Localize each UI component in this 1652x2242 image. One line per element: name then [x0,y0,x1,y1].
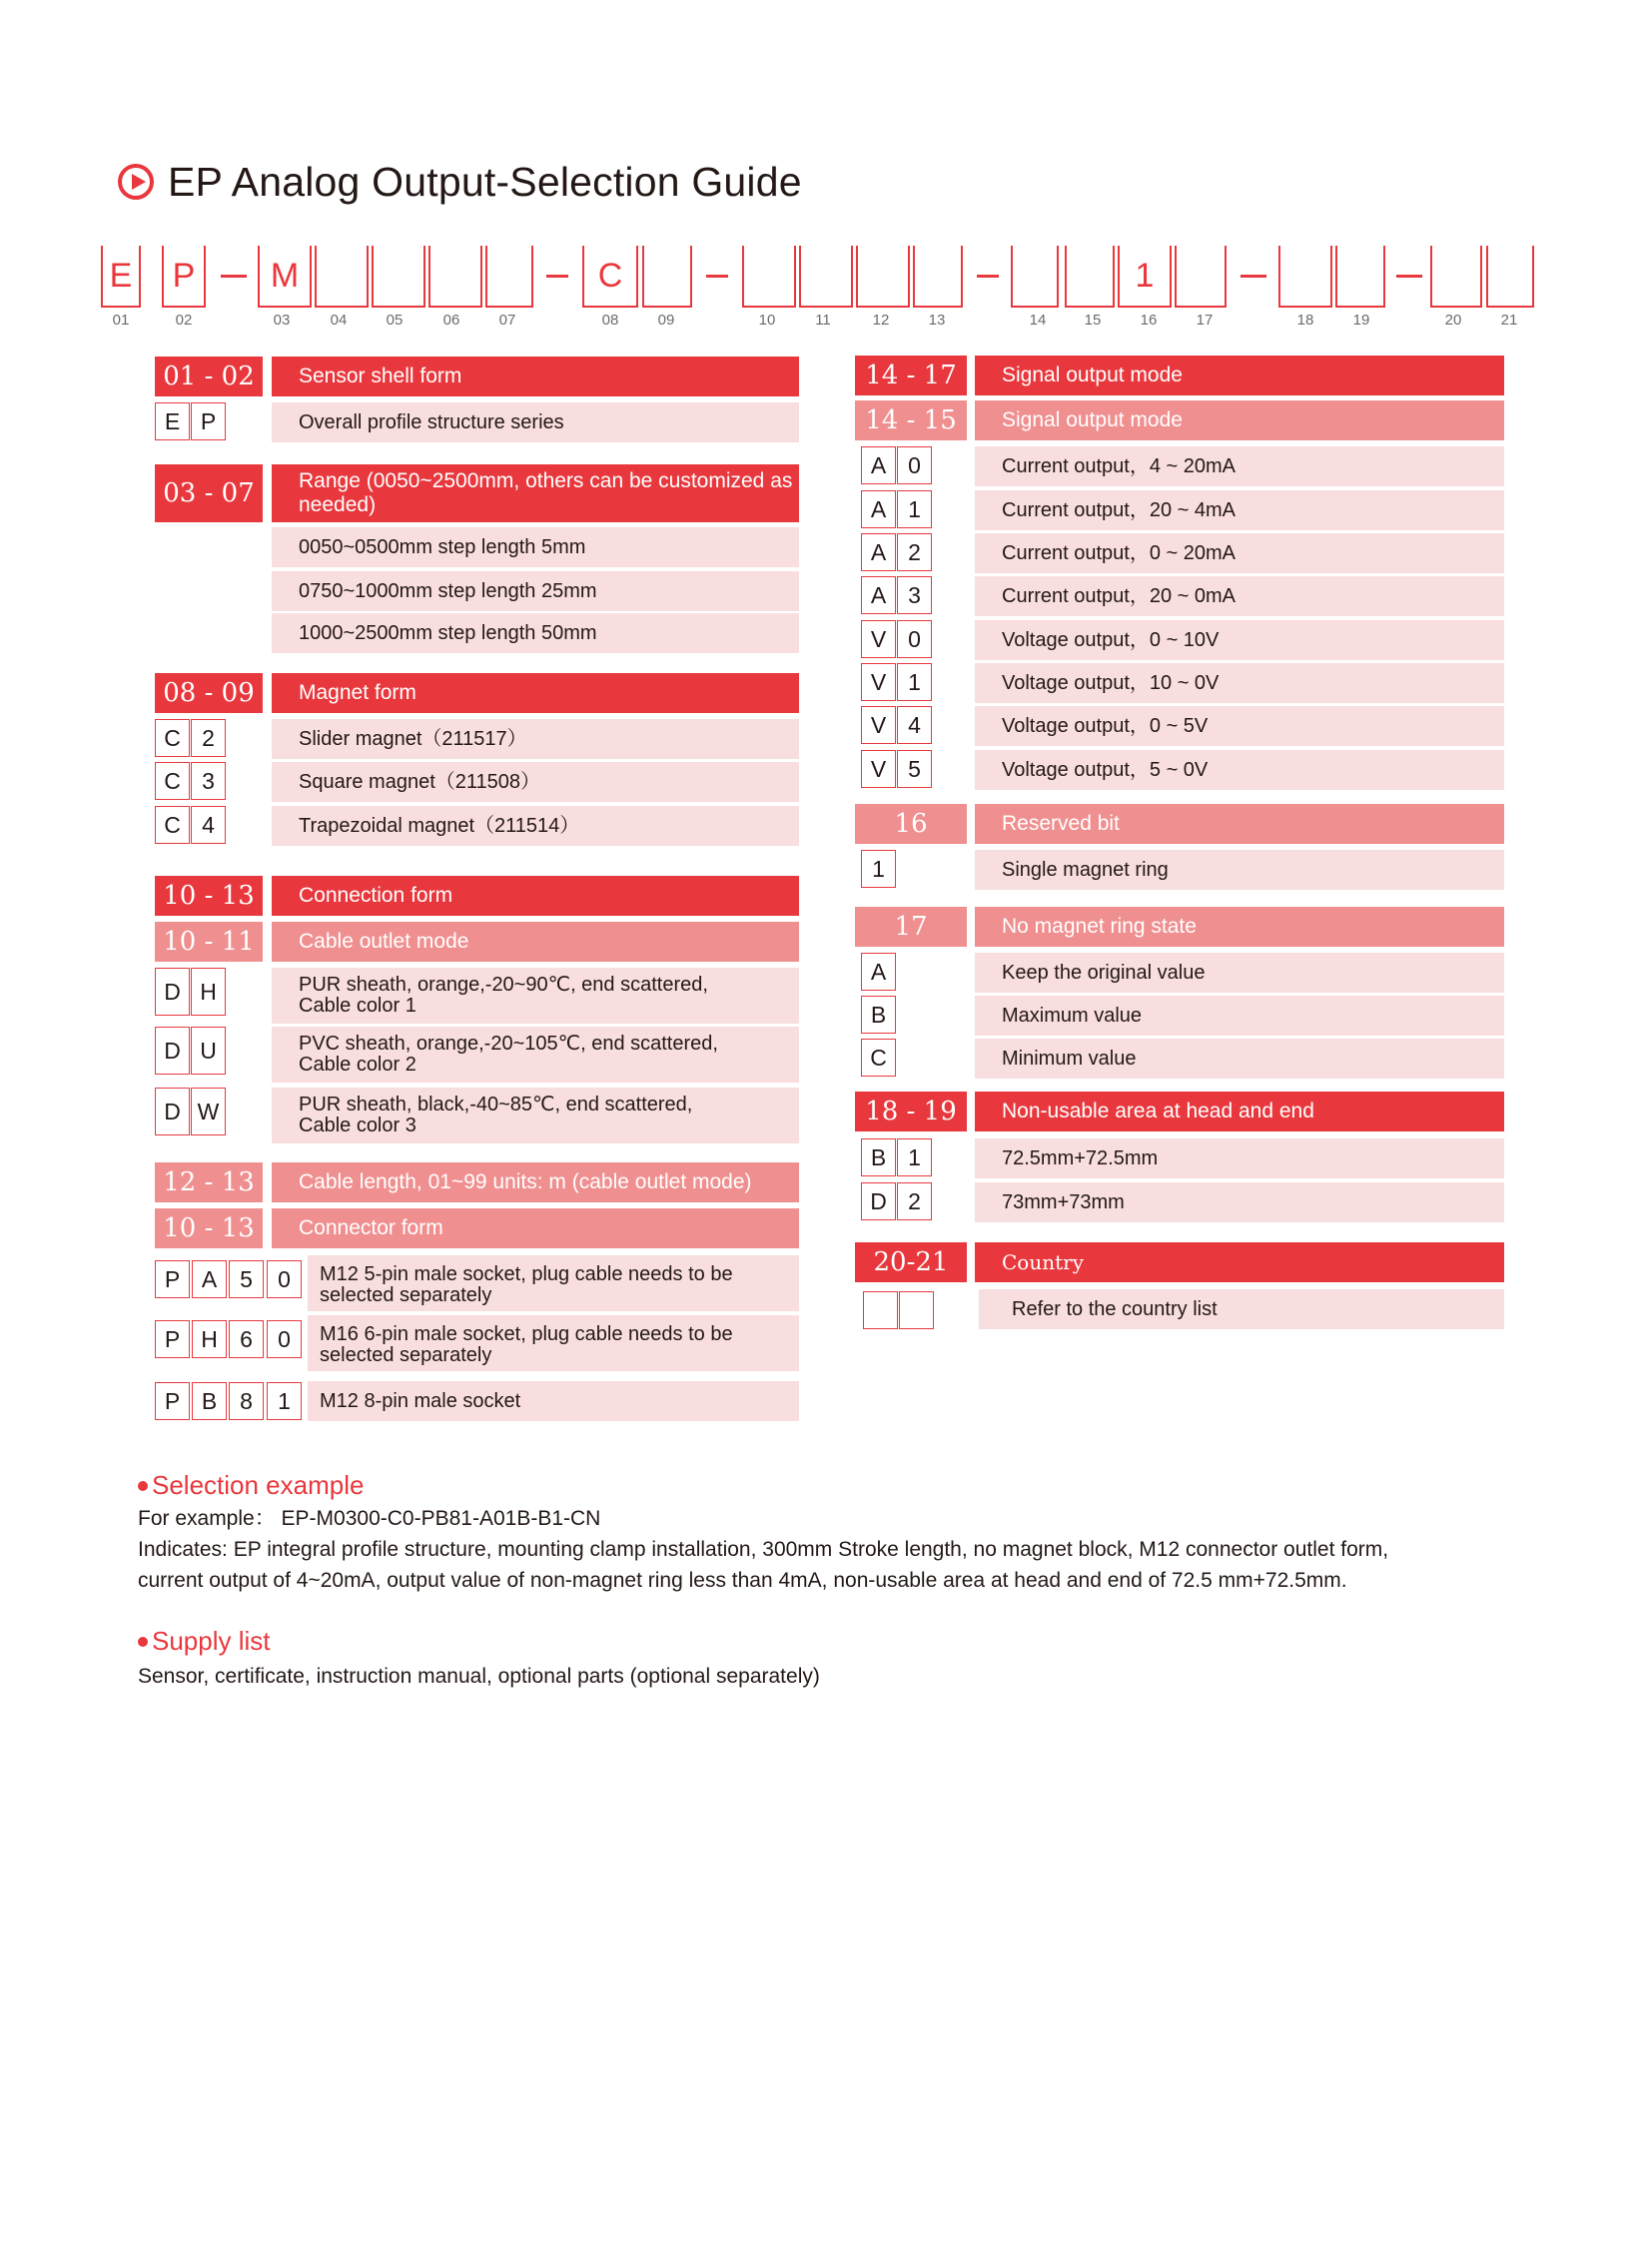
code-box-15 [1065,246,1115,308]
option-description: Voltage output，5 ~ 0V [975,750,1504,790]
code-box-19 [1335,246,1385,308]
option-description: Slider magnet（211517） [272,719,799,759]
position-number: 03 [273,312,291,329]
option-box: A [861,953,896,991]
option-description: 72.5mm+72.5mm [975,1138,1504,1178]
selection-example-text [138,1503,1556,1596]
option-box [899,1291,934,1329]
description-line: selected separately [320,1284,492,1306]
option-description: Voltage output，0 ~ 10V [975,620,1504,660]
code-dash [706,275,728,278]
section-code-08-09: 08 - 09 [155,673,263,713]
option-box: 5 [229,1260,264,1298]
position-number: 06 [442,312,460,329]
option-box: 0 [897,446,932,484]
code-dash [1396,275,1422,278]
option-box [863,1291,898,1329]
position-number: 04 [330,312,348,329]
section-label-range: Range (0050~2500mm, others can be customized as needed) [272,464,799,522]
section-code-18-19: 18 - 19 [855,1092,967,1131]
code-box-10 [742,246,796,308]
option-description: Voltage output，10 ~ 0V [975,663,1504,703]
option-box: 5 [897,750,932,788]
option-box: P [155,1320,190,1358]
option-box: B [861,1138,896,1176]
option-description: Current output，0 ~ 20mA [975,533,1504,573]
option-box: P [191,402,226,440]
section-label-reserved-bit: Reserved bit [975,804,1504,844]
option-description [272,1088,799,1143]
example-line: current output of 4~20mA, output value of non-magnet ring less than 4mA, non-usable area at head and end of 72.5 mm+72.5mm. [138,1569,1347,1592]
option-box: 4 [191,806,226,844]
description-line: Cable color 2 [299,1054,416,1076]
section-code-20-21: 20-21 [855,1242,967,1282]
position-number: 20 [1444,312,1462,329]
option-box: P [155,1382,190,1420]
option-description [308,1315,799,1371]
option-description: Overall profile structure series [272,402,799,442]
option-box: 6 [229,1320,264,1358]
section-label-connection-form: Connection form [272,876,799,916]
page-title [118,152,802,212]
description-line: selected separately [320,1344,492,1366]
option-box: A [861,490,896,528]
option-box: C [155,806,190,844]
position-number: 18 [1296,312,1314,329]
section-label-sensor-shell: Sensor shell form [272,357,799,396]
section-label-signal-output-mode: Signal output mode [975,400,1504,440]
code-box-11 [799,246,853,308]
section-code-03-07: 03 - 07 [155,464,263,522]
code-dash [977,275,999,278]
description-line: PVC sheath, orange,-20~105℃, end scattered, [299,1033,718,1055]
option-box: 0 [267,1320,302,1358]
option-box: A [861,576,896,614]
code-box-14 [1011,246,1059,308]
option-box: 4 [897,706,932,744]
section-code-10-11: 10 - 11 [155,922,263,962]
option-box: D [155,1027,190,1075]
section-code-14-17: 14 - 17 [855,356,967,395]
option-box: P [155,1260,190,1298]
code-box-18 [1278,246,1332,308]
position-number: 12 [872,312,890,329]
option-box: 1 [861,850,896,888]
selection-example-title [138,1470,364,1501]
option-box: 0 [897,620,932,658]
code-box-08: C [582,246,638,308]
supply-list-text: Sensor, certificate, instruction manual, optional parts (optional separately) [138,1665,820,1688]
position-number: 07 [498,312,516,329]
option-box: C [155,762,190,800]
option-description [272,968,799,1024]
option-box: V [861,663,896,701]
option-box: C [861,1039,896,1077]
description-line: M16 6-pin male socket, plug cable needs to be [320,1323,733,1345]
code-box-07 [485,246,533,308]
option-box: V [861,750,896,788]
option-box: W [191,1088,226,1135]
section-label-country: Country [975,1242,1504,1282]
option-box: 1 [897,663,932,701]
option-box: 2 [191,719,226,757]
option-description [272,1027,799,1083]
option-description [308,1255,799,1311]
option-box: 2 [897,1182,932,1220]
option-box: H [192,1320,227,1358]
option-box: U [191,1027,226,1075]
section-code-12-13: 12 - 13 [155,1162,263,1202]
option-description: Maximum value [975,996,1504,1036]
section-code-14-15: 14 - 15 [855,400,967,440]
option-description: Refer to the country list [979,1289,1504,1329]
title-text: EP Analog Output-Selection Guide [168,158,802,205]
section-code-01-02: 01 - 02 [155,357,263,396]
option-description: Trapezoidal magnet（211514） [272,806,799,846]
range-row: 0050~0500mm step length 5mm [272,527,799,567]
example-line: Indicates: EP integral profile structure, mounting clamp installation, 300mm Stroke length, no magnet block, M12 connector outlet form, [138,1538,1389,1561]
supply-list-title-text: Supply list [152,1626,271,1656]
description-line: M12 5-pin male socket, plug cable needs to be [320,1263,733,1285]
code-box-03: M [258,246,312,308]
code-box-01: E [101,246,141,308]
code-box-02: P [162,246,206,308]
section-label-non-usable-area: Non-usable area at head and end [975,1092,1504,1131]
example-line: For example： EP-M0300-C0-PB81-A01B-B1-CN [138,1507,601,1530]
option-box: V [861,620,896,658]
code-box-09 [642,246,692,308]
position-number: 08 [601,312,619,329]
option-description: M12 8-pin male socket [308,1381,799,1421]
position-number: 01 [112,312,130,329]
option-box: 3 [191,762,226,800]
section-code-16: 16 [855,804,967,844]
code-box-16: 1 [1118,246,1172,308]
code-dash [221,275,247,278]
code-box-17 [1175,246,1227,308]
position-number: 15 [1084,312,1102,329]
option-description: Current output，20 ~ 4mA [975,490,1504,530]
code-box-05 [372,246,425,308]
option-box: H [191,968,226,1016]
option-description: Voltage output，0 ~ 5V [975,706,1504,746]
position-number: 09 [657,312,675,329]
position-number: 16 [1140,312,1158,329]
code-box-06 [428,246,482,308]
section-label-connector-form: Connector form [272,1208,799,1248]
option-description: Current output，4 ~ 20mA [975,446,1504,486]
position-number: 17 [1196,312,1214,329]
section-label-magnet-form: Magnet form [272,673,799,713]
option-box: A [861,533,896,571]
option-description: Minimum value [975,1039,1504,1079]
description-line: PUR sheath, orange,-20~90℃, end scattered, [299,974,708,996]
option-box: B [861,996,896,1034]
option-box: 0 [267,1260,302,1298]
supply-list-title [138,1626,271,1657]
option-box: D [861,1182,896,1220]
section-label-cable-length: Cable length, 01~99 units: m (cable outlet mode) [272,1162,799,1202]
code-box-04 [315,246,369,308]
position-number: 11 [815,312,831,329]
code-box-20 [1430,246,1482,308]
option-box: A [861,446,896,484]
option-box: 3 [897,576,932,614]
position-number: 19 [1352,312,1370,329]
range-row: 0750~1000mm step length 25mm [272,571,799,611]
position-number: 13 [928,312,946,329]
option-box: 1 [897,1138,932,1176]
section-label-signal-output: Signal output mode [975,356,1504,395]
option-box: C [155,719,190,757]
section-code-10-13-connector: 10 - 13 [155,1208,263,1248]
option-description: Current output，20 ~ 0mA [975,576,1504,616]
code-box-12 [856,246,910,308]
section-label-cable-outlet: Cable outlet mode [272,922,799,962]
option-box: B [192,1382,227,1420]
section-label-no-magnet-ring: No magnet ring state [975,907,1504,947]
option-box: V [861,706,896,744]
description-line: Cable color 1 [299,995,416,1017]
code-dash [546,275,568,278]
position-number: 14 [1029,312,1047,329]
option-box: 2 [897,533,932,571]
selection-example-title-text: Selection example [152,1470,365,1500]
option-box: D [155,968,190,1016]
description-line: Cable color 3 [299,1115,416,1136]
range-row: 1000~2500mm step length 50mm [272,613,799,653]
code-dash [1240,275,1266,278]
position-number: 02 [175,312,193,329]
section-code-17: 17 [855,907,967,947]
code-box-13 [913,246,963,308]
code-box-21 [1486,246,1534,308]
option-box: 1 [267,1382,302,1420]
option-box: 1 [897,490,932,528]
option-box: A [192,1260,227,1298]
option-box: 8 [229,1382,264,1420]
play-circle-icon [118,164,154,200]
option-description: Single magnet ring [975,850,1504,890]
position-number: 10 [758,312,776,329]
position-number: 05 [386,312,404,329]
option-description: Square magnet（211508） [272,762,799,802]
option-box: D [155,1088,190,1135]
description-line: PUR sheath, black,-40~85℃, end scattered, [299,1094,693,1116]
option-box: E [155,402,190,440]
position-number: 21 [1500,312,1518,329]
option-description: 73mm+73mm [975,1182,1504,1222]
option-description: Keep the original value [975,953,1504,993]
section-code-10-13: 10 - 13 [155,876,263,916]
